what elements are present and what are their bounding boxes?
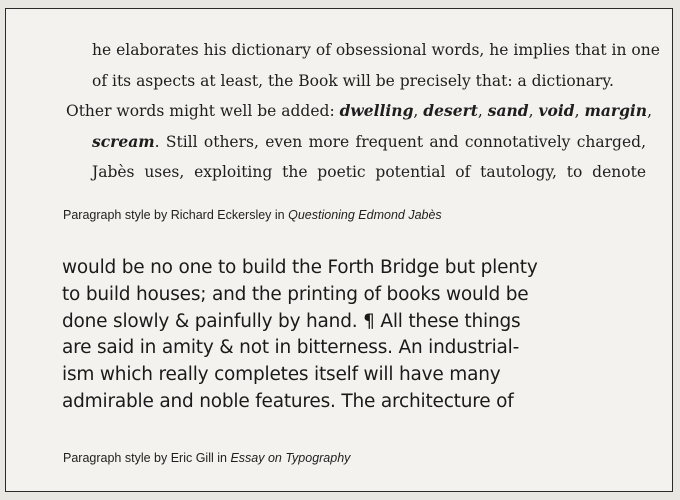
paragraph-eckersley-sample	[66, 35, 660, 188]
caption-eckersley: Paragraph style by Richard Eckersley in Questioning Edmond Jabès	[63, 208, 442, 222]
text-line: he elaborates his dictionary of obsessional words, he implies that in one	[92, 41, 660, 59]
text-line: are said in amity & not in bitterness. An industrial-	[62, 337, 520, 359]
text-line: ism which really completes itself will have many	[62, 364, 501, 386]
book-page	[5, 8, 673, 492]
italic-word: scream	[92, 131, 155, 151]
text-line: Other words might well be added: dwelling, desert, sand, void, margin,	[66, 101, 652, 120]
text-line: admirable and noble features. The architecture of	[62, 390, 514, 412]
italic-word: desert	[423, 101, 478, 120]
paragraph-gill-sample	[62, 255, 562, 416]
italic-word: void	[538, 101, 575, 120]
italic-word: sand	[487, 101, 529, 120]
text-line: of its aspects at least, the Book will be precisely that: a dictionary.	[92, 71, 614, 90]
italic-word: dwelling	[339, 101, 414, 120]
text-line: Jabès uses, exploiting the poetic potential of tautology, to denote	[92, 163, 646, 181]
text-line: to build houses; and the printing of books would be	[62, 283, 529, 305]
caption-gill: Paragraph style by Eric Gill in Essay on Typography	[63, 451, 351, 465]
text-line: done slowly & painfully by hand. ¶ All these things	[62, 310, 521, 332]
text-line: scream. Still others, even more frequent and connotatively charged,	[92, 131, 646, 151]
italic-word: margin	[584, 101, 648, 120]
text-line: would be no one to build the Forth Bridge but plenty	[62, 257, 538, 278]
